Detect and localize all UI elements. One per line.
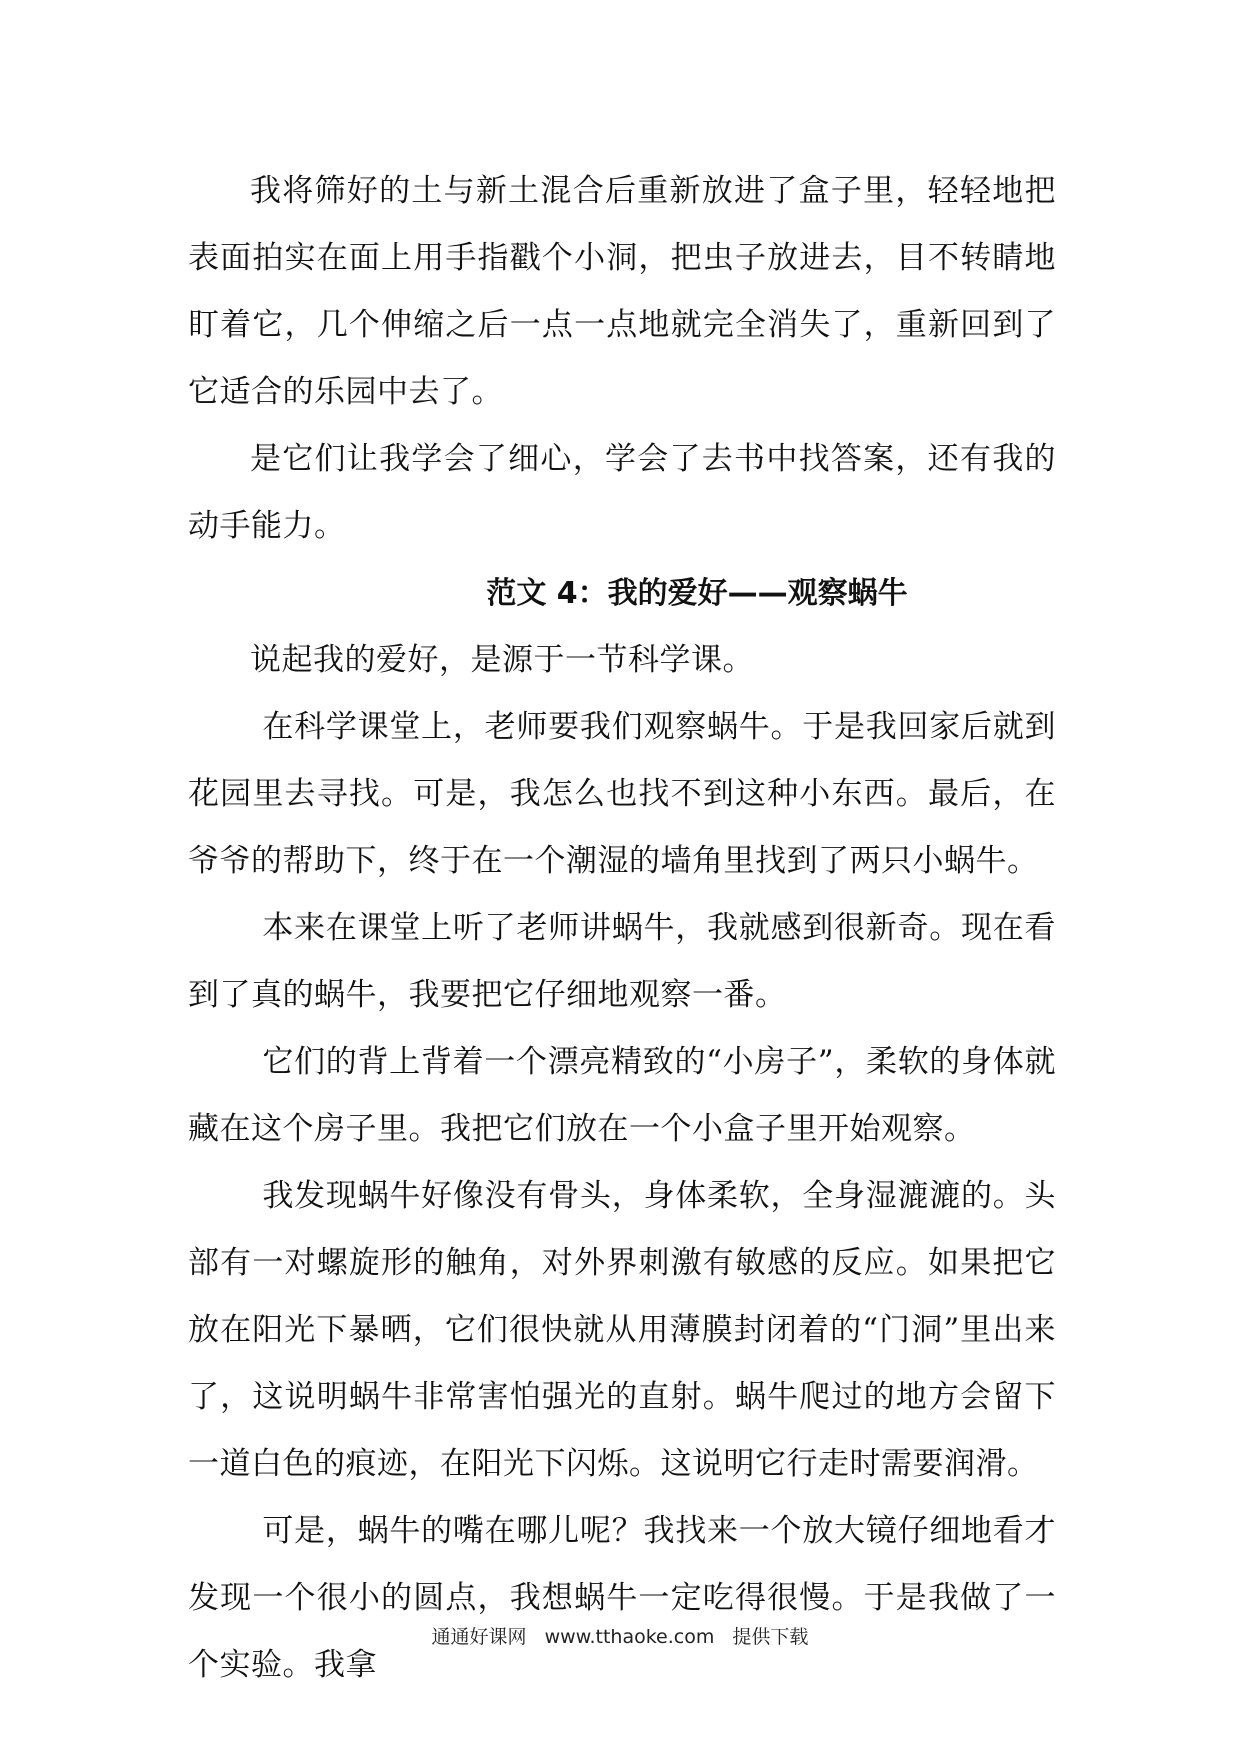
paragraph: 说起我的爱好，是源于一节科学课。 <box>250 642 754 678</box>
footer-site-url[interactable]: www.tthaoke.com <box>544 1626 715 1648</box>
section-heading: 范文 4：我的爱好——观察蜗牛 <box>486 576 908 611</box>
paragraph: 是它们让我学会了细心，学会了去书中找答案，还有我的动手能力。 <box>188 441 1056 544</box>
page-footer <box>0 1622 1240 1649</box>
paragraph: 我将筛好的土与新土混合后重新放进了盒子里，轻轻地把表面拍实在面上用手指戳个小洞，把虫子放进去，目不转睛地盯着它，几个伸缩之后一点一点地就完全消失了，重新回到了它适合的乐园中去了。 <box>188 173 1056 410</box>
footer-site-name: 通通好课网 <box>431 1626 527 1648</box>
paragraph: 它们的背上背着一个漂亮精致的“小房子”，柔软的身体就藏在这个房子里。我把它们放在一个小盒子里开始观察。 <box>188 1044 1056 1147</box>
document-body <box>188 158 1056 1699</box>
footer-note: 提供下载 <box>732 1626 809 1648</box>
paragraph: 本来在课堂上听了老师讲蜗牛，我就感到很新奇。现在看到了真的蜗牛，我要把它仔细地观察一番。 <box>188 910 1056 1013</box>
paragraph: 在科学课堂上，老师要我们观察蜗牛。于是我回家后就到花园里去寻找。可是，我怎么也找不到这种小东西。最后，在爷爷的帮助下，终于在一个潮湿的墙角里找到了两只小蜗牛。 <box>188 709 1056 879</box>
paragraph: 我发现蜗牛好像没有骨头，身体柔软，全身湿漉漉的。头部有一对螺旋形的触角，对外界刺激有敏感的反应。如果把它放在阳光下暴晒，它们很快就从用薄膜封闭着的“门洞”里出来了，这说明蜗牛非常害怕强光的直射。蜗牛爬过的地方会留下一道白色的痕迹，在阳光下闪烁。这说明它行走时需要润滑。 <box>188 1178 1056 1482</box>
paragraph: 可是，蜗牛的嘴在哪儿呢？我找来一个放大镜仔细地看才发现一个很小的圆点，我想蜗牛一定吃得很慢。于是我做了一个实验。我拿 <box>188 1513 1056 1683</box>
